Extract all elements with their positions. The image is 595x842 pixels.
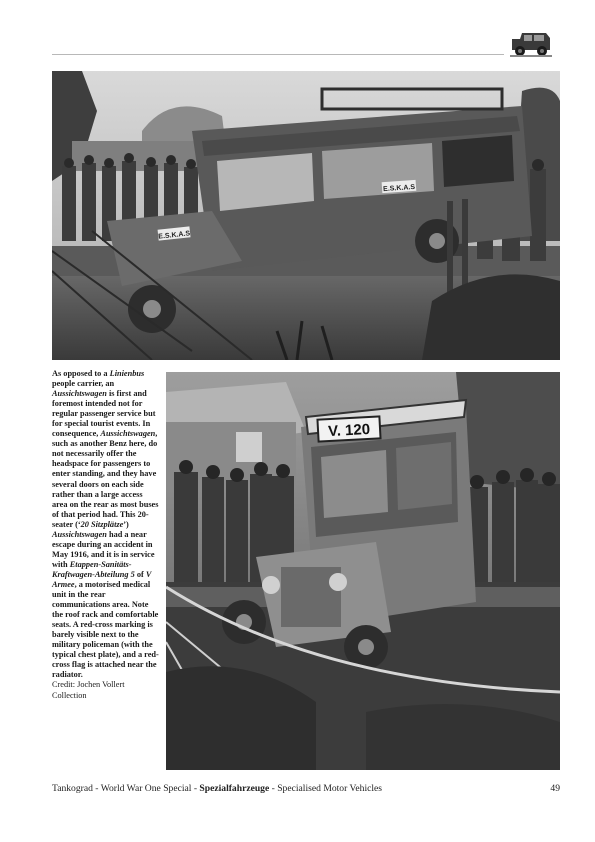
vintage-truck-icon [508,26,554,60]
header-rule [52,54,504,55]
photo-bus-on-bridge [52,71,560,360]
page-footer [52,783,560,797]
photo-caption: As opposed to a Linienbus people carrier, an Aussichtswagen is first and foremost intended not for regular passenger service but for special tourist events. In consequence, Aussichtswagen, such as another Benz here, do not necessarily offer the headspace for passengers to enter standing, and they have several doors on each side rather than a large access area on the rear as most buses of that period had. This 20-seater (‘20 Sitzplätze’) Aussichtswagen had a near escape during an accident in May 1916, and it is in service with Etappen-Sanitäts-Kraftwagen-Abteilung 5 of V Armee, a motorised medical unit in the rear communications area. Note the roof rack and comfortable seats. A red-cross marking is barely visible next to the military policeman (with the typical chest plate), and a red-cross flag is attached near the radiator. Credit: Jochen Vollert Collection [52,369,159,700]
page-number: 49 [550,783,560,794]
footer-title: Tankograd - World War One Special - Spezialfahrzeuge - Specialised Motor Vehicles [52,783,383,794]
bus-sign-plate: V. 120 [327,420,371,441]
bus-sign-side: E.S.K.A.S [382,183,416,194]
photo-bus-accident [166,372,560,770]
bus-sign-front: E.S.K.A.S [158,230,191,241]
photo-credit: Credit: Jochen Vollert Collection [52,680,125,700]
